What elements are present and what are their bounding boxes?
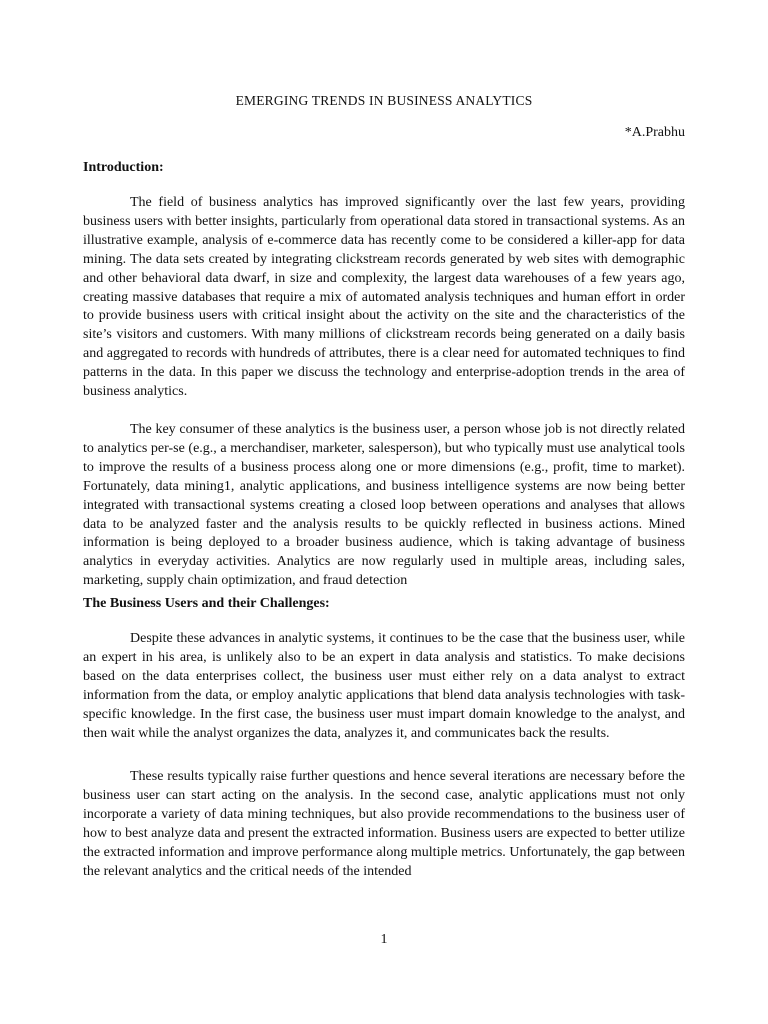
section-heading-business-users: The Business Users and their Challenges: [83, 596, 330, 611]
paragraph-intro-1: The field of business analytics has improved significantly over the last few years, providing business users with better insights, particularly from operational data stored in transactional systems. As an illustrative example, analysis of e-commerce data has recently come to be considered a killer-app for data mining. The data sets created by integrating clickstream records generated by web sites with demographic and other behavioral data dwarf, in size and complexity, the largest data warehouses of a few years ago, creating massive databases that require a mix of automated analysis techniques and human effort in order to provide business users with critical insight about the activity on the site and the characteristics of the site’s visitors and customers. With many millions of clickstream records being generated on a daily basis and aggregated to records with hundreds of attributes, there is a clear need for automated techniques to find patterns in the data. In this paper we discuss the technology and enterprise-adoption trends in the area of business analytics. [83, 195, 685, 400]
page-number: 1 [380, 932, 388, 947]
paragraph-users-1: Despite these advances in analytic systems, it continues to be the case that the business user, while an expert in his area, is unlikely also to be an expert in data analysis and statistics. To make decisions based on the data enterprises collect, the business user must either rely on a data analyst to extract information from the data, or employ analytic applications that blend data analysis technologies with task-specific knowledge. In the first case, the business user must impart domain knowledge to the analyst, and then wait while the analyst organizes the data, analyzes it, and communicates back the results. [83, 631, 685, 741]
paragraph-users-2: These results typically raise further questions and hence several iterations are necessary before the business user can start acting on the analysis. In the second case, analytic applications must not only incorporate a variety of data mining techniques, but also provide recommendations to the business user of how to best analyze data and present the extracted information. Business users are expected to better utilize the extracted information and improve performance along multiple metrics. Unfortunately, the gap between the relevant analytics and the critical needs of the intended [83, 769, 685, 879]
paragraph-intro-2: The key consumer of these analytics is the business user, a person whose job is not directly related to analytics per-se (e.g., a merchandiser, marketer, salesperson), but who typically must use analytical tools to improve the results of a business process along one or more dimensions (e.g., profit, time to market). Fortunately, data mining1, analytic applications, and business intelligence systems are now being better integrated with transactional systems creating a closed loop between operations and analyses that allows data to be analyzed faster and the analysis results to be quickly reflected in business actions. Mined information is being deployed to a broader business audience, which is taking advantage of business analytics in everyday activities. Analytics are now regularly used in multiple areas, including sales, marketing, supply chain optimization, and fraud detection [83, 422, 685, 589]
document-title: EMERGING TRENDS IN BUSINESS ANALYTICS [235, 93, 533, 108]
section-heading-introduction: Introduction: [83, 160, 164, 175]
author-name: *A.Prabhu [624, 125, 685, 140]
